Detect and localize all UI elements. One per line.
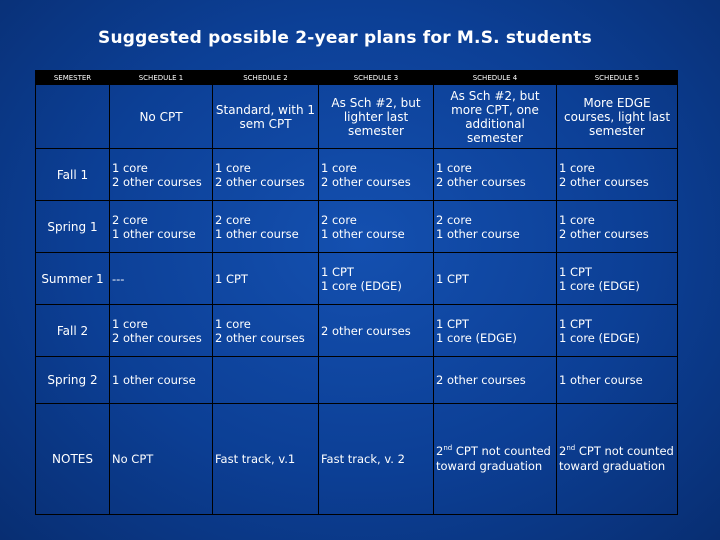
row-label-summer-1: Summer 1: [36, 253, 110, 305]
table-cell: 2 core 1 other course: [110, 201, 213, 253]
header-schedule-1: SCHEDULE 1: [110, 71, 213, 85]
ordinal-number: 2: [436, 444, 444, 458]
row-label-fall-2: Fall 2: [36, 305, 110, 357]
notes-row: [36, 404, 678, 515]
ordinal-suffix: nd: [566, 444, 576, 453]
row-label-spring-1: Spring 1: [36, 201, 110, 253]
header-schedule-2: SCHEDULE 2: [213, 71, 319, 85]
table-cell: 1 CPT 1 core (EDGE): [434, 305, 557, 357]
table-row: [36, 305, 678, 357]
table-cell: 2 core 1 other course: [213, 201, 319, 253]
header-row: [36, 71, 678, 85]
header-semester: SEMESTER: [36, 71, 110, 85]
subheader-empty: [36, 85, 110, 149]
table-cell: 1 CPT 1 core (EDGE): [557, 305, 678, 357]
plan-table: [35, 70, 678, 515]
row-label-fall-1: Fall 1: [36, 149, 110, 201]
table-cell: 1 CPT 1 core (EDGE): [557, 253, 678, 305]
table-row: [36, 357, 678, 404]
table-row: [36, 149, 678, 201]
header-schedule-4: SCHEDULE 4: [434, 71, 557, 85]
row-label-spring-2: Spring 2: [36, 357, 110, 404]
page-title: Suggested possible 2-year plans for M.S. students: [98, 28, 592, 48]
subheader-schedule-5: More EDGE courses, light last semester: [557, 85, 678, 149]
table-cell: 1 core 2 other courses: [319, 149, 434, 201]
table-cell: 1 core 2 other courses: [110, 305, 213, 357]
table-cell: 2 other courses: [319, 305, 434, 357]
table-cell: 1 other course: [110, 357, 213, 404]
table-row: [36, 201, 678, 253]
table-cell: ---: [110, 253, 213, 305]
header-schedule-5: SCHEDULE 5: [557, 71, 678, 85]
table-cell: 1 CPT: [213, 253, 319, 305]
table-row: [36, 253, 678, 305]
table-cell: 1 core 2 other courses: [110, 149, 213, 201]
notes-cell: Fast track, v. 2: [319, 404, 434, 515]
subheader-row: [36, 85, 678, 149]
header-schedule-3: SCHEDULE 3: [319, 71, 434, 85]
table-cell: 1 core 2 other courses: [557, 149, 678, 201]
notes-cell: No CPT: [110, 404, 213, 515]
subheader-schedule-2: Standard, with 1 sem CPT: [213, 85, 319, 149]
table-cell: 1 core 2 other courses: [557, 201, 678, 253]
table-cell: 2 other courses: [434, 357, 557, 404]
subheader-schedule-1: No CPT: [110, 85, 213, 149]
ordinal-suffix: nd: [443, 444, 453, 453]
table-cell: 2 core 1 other course: [434, 201, 557, 253]
table-cell: 1 core 2 other courses: [434, 149, 557, 201]
notes-cell: 2nd CPT not counted toward graduation: [434, 404, 557, 515]
table-cell: 1 CPT: [434, 253, 557, 305]
table-cell: 2 core 1 other course: [319, 201, 434, 253]
subheader-schedule-4: As Sch #2, but more CPT, one additional semester: [434, 85, 557, 149]
notes-cell: 2nd CPT not counted toward graduation: [557, 404, 678, 515]
table-cell: 1 CPT 1 core (EDGE): [319, 253, 434, 305]
table-cell: 1 other course: [557, 357, 678, 404]
table-cell: 1 core 2 other courses: [213, 305, 319, 357]
table-cell: [319, 357, 434, 404]
table-cell: 1 core 2 other courses: [213, 149, 319, 201]
notes-cell: Fast track, v.1: [213, 404, 319, 515]
subheader-schedule-3: As Sch #2, but lighter last semester: [319, 85, 434, 149]
row-label-notes: NOTES: [36, 404, 110, 515]
table-cell: [213, 357, 319, 404]
ordinal-number: 2: [559, 444, 567, 458]
